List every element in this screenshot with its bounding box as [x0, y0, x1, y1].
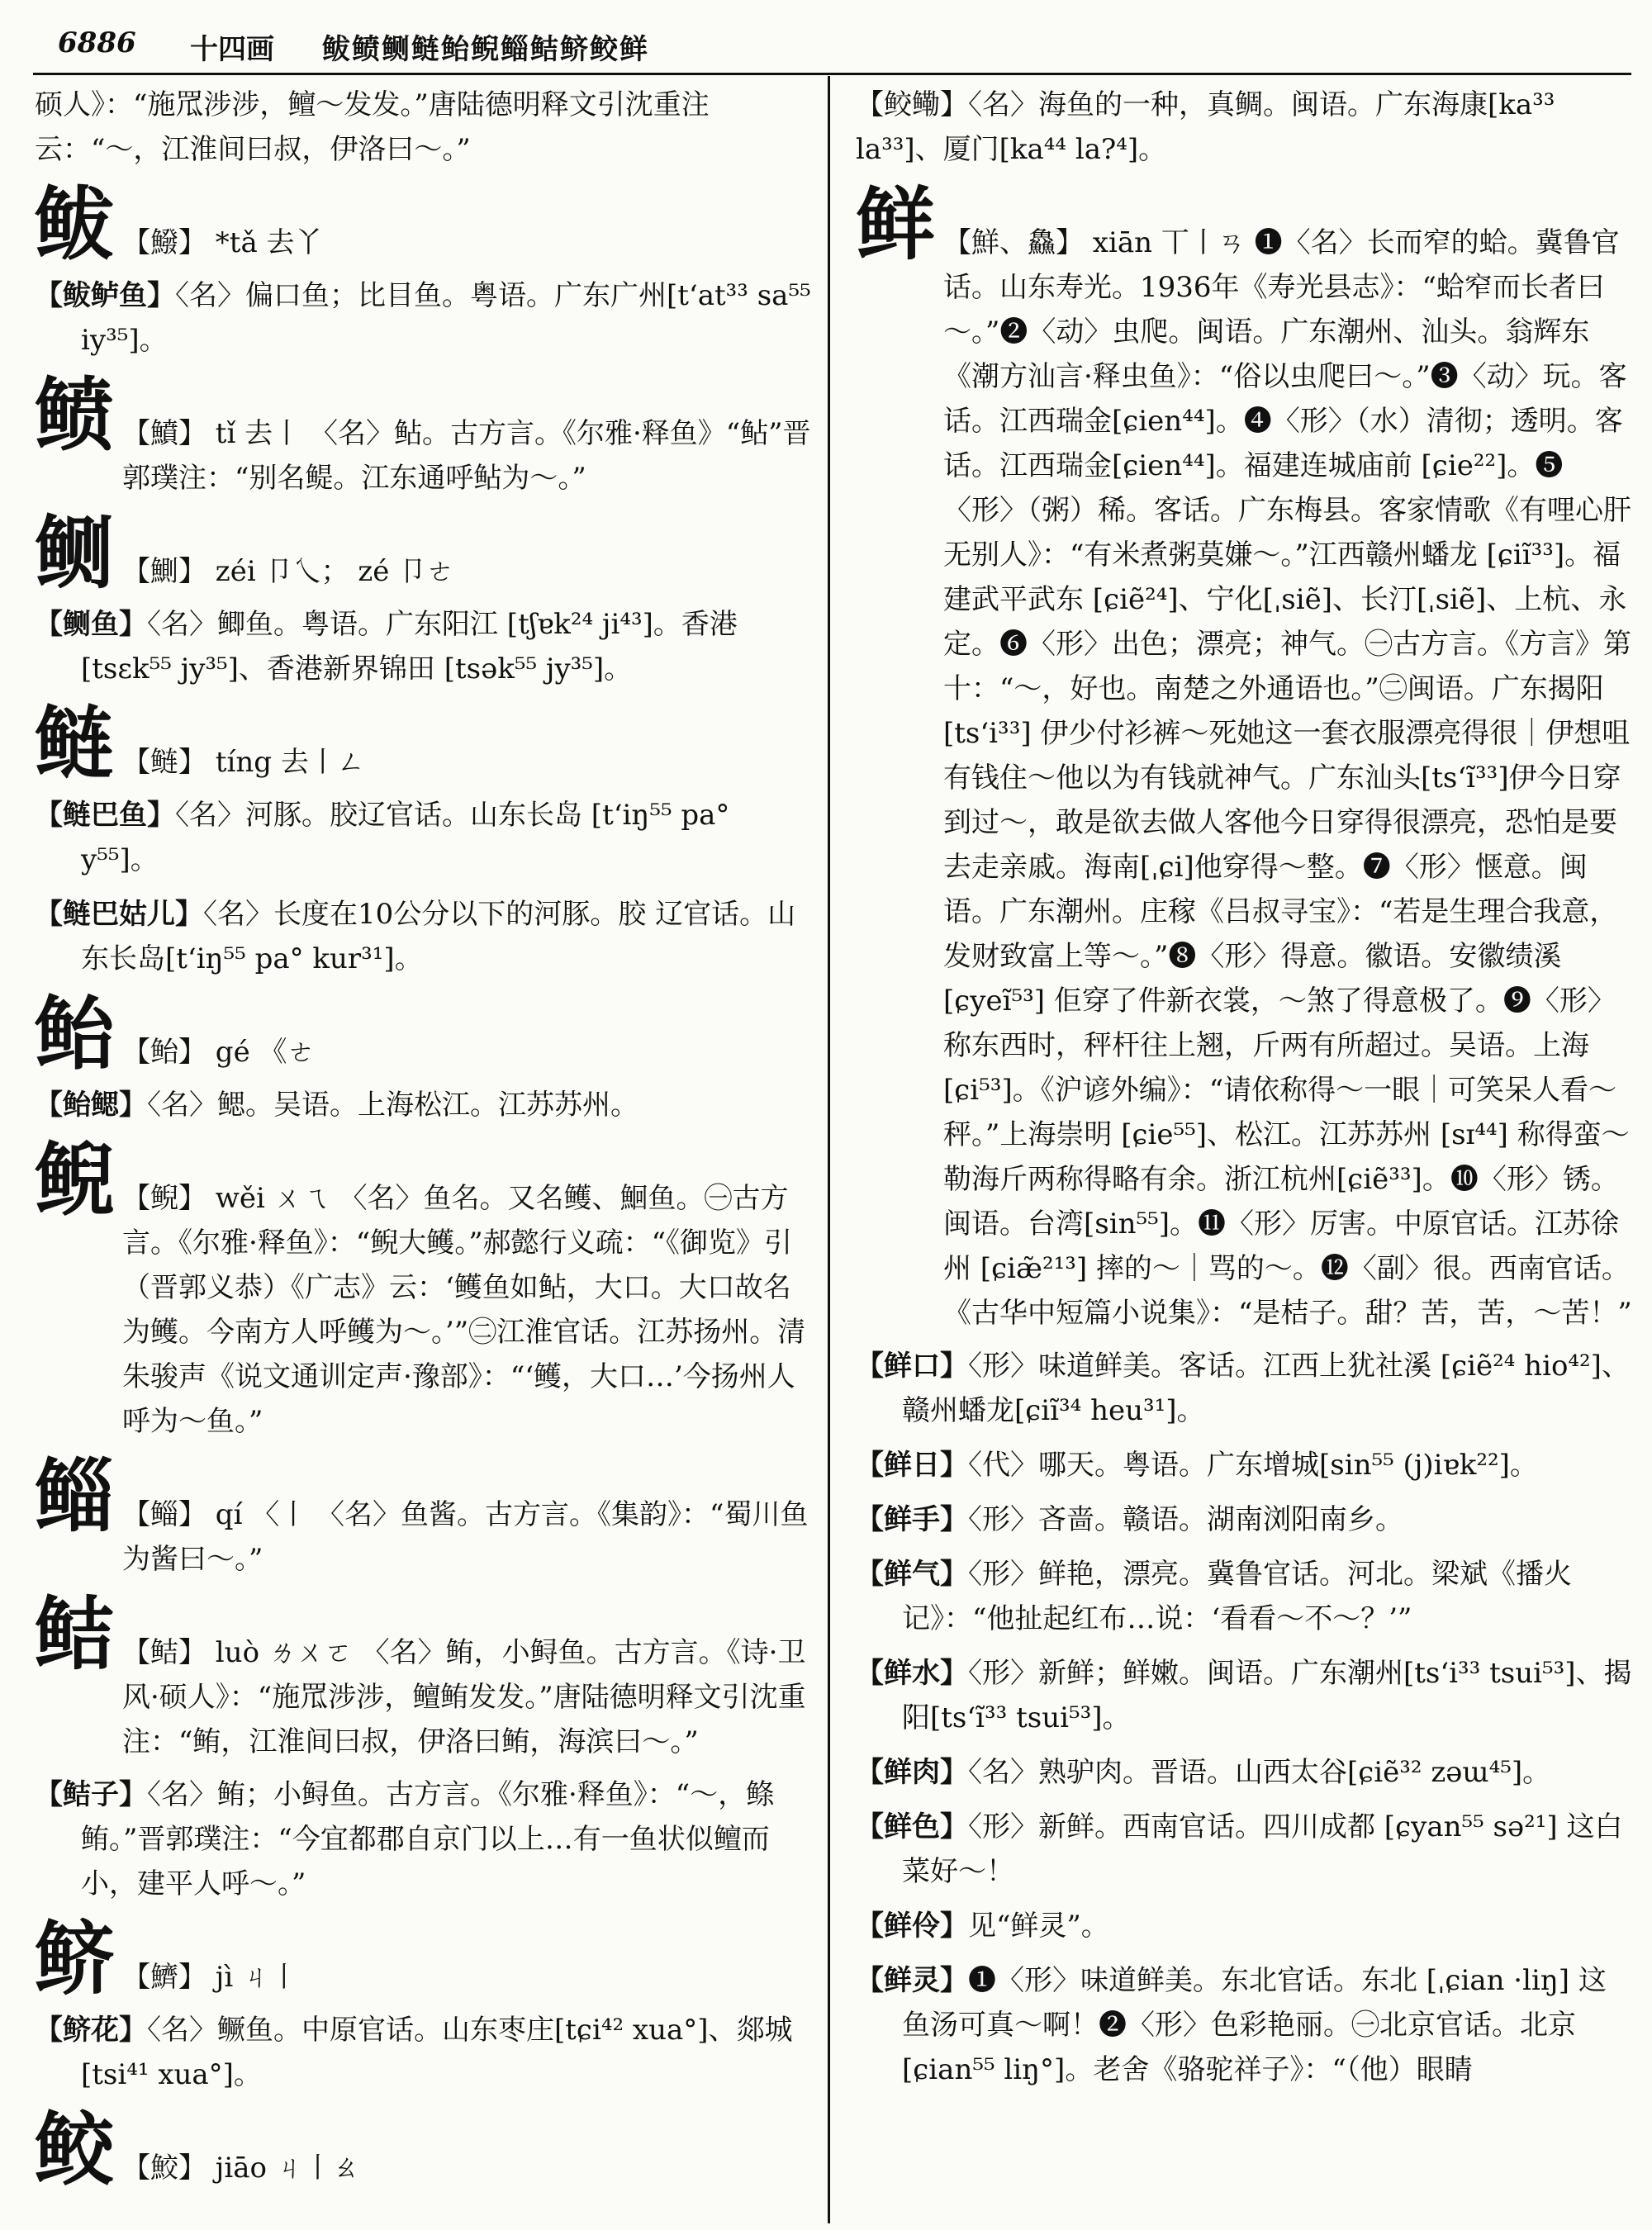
- headword-definition: 【鲒】 luò ㄌㄨㄛ 〈名〉鲔，小鲟鱼。古方言。《诗·卫风·硕人》：“施罛涉涉，鳣鲔发发。”唐陆德明释文引沈重注：“鲔，江淮间曰叔，伊洛曰鲔，海滨曰～。”: [122, 1636, 806, 1758]
- sub-entry: [35, 892, 811, 981]
- sub-entry-term: 【鲜口】: [856, 1350, 968, 1383]
- head-entry: [35, 2103, 811, 2196]
- sub-entry-definition: 〈形〉新鲜。西南官话。四川成都 [ɕyan⁵⁵ sə²¹] 这白菜好～！: [902, 1810, 1623, 1888]
- headword: 鲐: [35, 987, 114, 1080]
- sub-entry: [856, 1552, 1632, 1641]
- sub-entry: [856, 1344, 1632, 1433]
- headword-definition: 【鲢】 tíng 去丨ㄥ: [122, 746, 365, 779]
- sub-entry-term: 【鲜灵】: [856, 1964, 968, 1997]
- sub-entry: [856, 1958, 1632, 2092]
- sub-entry: [35, 602, 811, 691]
- headword-definition: 【鱭】 jì ㄐ丨: [122, 1961, 299, 1994]
- sub-entry-term: 【鲜肉】: [856, 1756, 968, 1789]
- sub-entry-definition: 〈名〉鳃。吴语。上海松江。江苏苏州。: [147, 1089, 638, 1122]
- continued-text: 硕人》：“施罛涉涉，鳣～发发。”唐陆德明释文引沈重注云：“～，江淮间曰叔，伊洛曰～。”: [35, 88, 710, 166]
- sub-entry-term: 【鲜色】: [856, 1810, 968, 1843]
- sub-entry-term: 【鲜气】: [856, 1558, 968, 1591]
- sub-entry-term: 【鲜伶】: [856, 1910, 968, 1943]
- sub-entry-definition: 〈名〉偏口鱼；比目鱼。粤语。广东广州[tʻat³³ sa⁵⁵ iy³⁵]。: [81, 279, 811, 357]
- sub-entry-term: 【鲅鲈鱼】: [35, 279, 175, 312]
- entry-list: [856, 178, 1632, 2092]
- headword-definition: 【鲐】 gé 《ㄜ: [122, 1036, 316, 1069]
- sub-entry-definition: 〈形〉吝啬。赣语。湖南浏阳南乡。: [968, 1503, 1403, 1536]
- sub-entry-term: 【鲜日】: [856, 1449, 968, 1482]
- sub-entry-definition: 〈代〉哪天。粤语。广东增城[sin⁵⁵ (j)iɐk²²]。: [968, 1449, 1538, 1482]
- headword: 鲵: [35, 1133, 114, 1226]
- sub-entry: [856, 1443, 1632, 1487]
- sub-entry: [35, 2008, 811, 2097]
- headword: 鲜: [856, 178, 935, 271]
- sub-entry-term: 【鲢巴鱼】: [35, 799, 175, 832]
- headword: 鲢: [35, 697, 114, 790]
- headword-definition: 【鰂】 zéi 卩乀； zé 卩ㄜ: [122, 555, 455, 588]
- sub-entry-definition: 〈名〉长度在10公分以下的河豚。胶 辽官话。山东长岛[tʻiŋ⁵⁵ pa° kur³¹]。: [81, 898, 796, 975]
- headword: 鲒: [35, 1587, 114, 1681]
- headword: 鲚: [35, 1912, 114, 2005]
- headword-definition: 【鮮、鱻】 xiān 丅丨ㄢ ❶〈名〉长而窄的蛤。冀鲁官话。山东寿光。1936年《寿光县志》：“蛤窄而长者曰～。”❷〈动〉虫爬。闽语。广东潮州、汕头。翁辉东《潮方汕言·释虫鱼》：“俗以虫爬曰～。”❸〈动〉玩。客话。江西瑞金[ɕien⁴⁴]。❹〈形〉（水）清彻；透明。客话。江西瑞金[ɕien⁴⁴]。福建连城庙前 [ɕie²²]。❺〈形〉（粥）稀。客话。广东梅县。客家情歌《有哩心肝无别人》：“有米煮粥莫嫌～。”江西赣州蟠龙 [ɕiĩ³³]。福建武平武东 [ɕiẽ²⁴]、宁化[ˌsiẽ]、长汀[ˌsiẽ]、上杭、永定。❻〈形〉出色；漂亮；神气。㊀古方言。《方言》第十：“～，好也。南楚之外通语也。”㊁闽语。广东揭阳[tsʻi³³] 伊少付衫裤～死她这一套衣服漂亮得很｜伊想咀有钱住～他以为有钱就神气。广东汕头[tsʻĩ³³]伊今日穿到过～，敢是欲去做人客他今日穿得很漂亮，恐怕是要去走亲戚。海南[ˌɕi]他穿得～整。❼〈形〉惬意。闽语。广东潮州。庄稼《吕叔寻宝》：“若是生理合我意，发财致富上等～。”❽〈形〉得意。徽语。安徽绩溪 [ɕyeĩ⁵³] 佢穿了件新衣裳，～煞了得意极了。❾〈形〉称东西时，秤杆往上翘，斤两有所超过。吴语。上海[ɕi⁵³]。《沪谚外编》：“请依称得～一眼｜可笑呆人看～秤。”上海崇明 [ɕie⁵⁵]、松江。江苏苏州 [sɪ⁴⁴] 称得蛮～勒海斤两称得略有余。浙江杭州[ɕiẽ³³]。❿〈形〉锈。闽语。台湾[sin⁵⁵]。⓫〈形〉厉害。中原官话。江苏徐州 [ɕiæ̃²¹³] 摔的～｜骂的～。⓬〈副〉很。西南官话。《古华中短篇小说集》：“是桔子。甜？苦，苦，～苦！”: [943, 226, 1632, 1330]
- sub-entry-term: 【鲜手】: [856, 1503, 968, 1536]
- sub-entry: [856, 1651, 1632, 1740]
- headword-definition: 【鱝】 tǐ 去丨 〈名〉鲇。古方言。《尔雅·释鱼》“鲇”晋郭璞注：“别名鳀。江东通呼鲇为～。”: [122, 417, 811, 495]
- headword: 鲛: [35, 2103, 114, 2196]
- sub-entry-term: 【鲢巴姑儿】: [35, 898, 203, 931]
- sub-entry-definition: 〈名〉鲫鱼。粤语。广东阳江 [tʃɐk²⁴ ji⁴³]。香港[tsɛk⁵⁵ jy³⁵]、香港新界锦田 [tsək⁵⁵ jy³⁵]。: [81, 608, 738, 686]
- head-entry: [35, 987, 811, 1080]
- sub-entry-term: 【鲗鱼】: [35, 608, 147, 641]
- head-entry: [35, 178, 811, 271]
- continued-text: 【鲛鳓】〈名〉海鱼的一种，真鲷。闽语。广东海康[ka³³ la³³]、厦门[ka⁴⁴ la?⁴]。: [856, 88, 1555, 166]
- head-entry: [35, 1133, 811, 1444]
- headword: 鲅: [35, 178, 114, 271]
- headword: 鲼: [35, 368, 114, 462]
- head-entry: [35, 1450, 811, 1582]
- sub-entry-definition: 〈形〉新鲜；鲜嫩。闽语。广东潮州[tsʻi³³ tsui⁵³]、揭阳[tsʻĩ³³ tsui⁵³]。: [902, 1657, 1632, 1734]
- right-column: [856, 83, 1632, 2102]
- headword: 鲻: [35, 1450, 114, 1543]
- sub-entry-definition: 〈名〉鲔；小鲟鱼。古方言。《尔雅·释鱼》：“～，鲦鲔。”晋郭璞注：“今宜都郡自京门以上…有一鱼状似鳣而小，建平人呼～。”: [81, 1778, 775, 1900]
- page-number: 6886: [58, 26, 136, 59]
- section-title: 十四画: [190, 33, 274, 66]
- sub-entry: [856, 1805, 1632, 1894]
- sub-entry-definition: 〈形〉鲜艳，漂亮。冀鲁官话。河北。梁斌《播火记》：“他扯起红布…说：‘看看～不～？’”: [902, 1558, 1572, 1635]
- sub-entry-term: 【鲜水】: [856, 1657, 968, 1690]
- sub-entry-term: 【鲐鳃】: [35, 1089, 147, 1122]
- head-entry: [35, 368, 811, 501]
- sub-entry: [35, 1772, 811, 1906]
- sub-entry-definition: 〈名〉鳜鱼。中原官话。山东枣庄[tɕi⁴² xua°]、郯城[tsi⁴¹ xua°]。: [81, 2014, 793, 2091]
- headword-definition: 【鮫】 jiāo ㄐ丨ㄠ: [122, 2152, 360, 2185]
- header-characters: 鲅鲼鲗鲢鲐鲵鲻鲒鲚鲛鲜: [322, 33, 649, 66]
- column-divider: [828, 76, 830, 2223]
- headword-definition: 【鲻】 qí 〈丨 〈名〉鱼酱。古方言。《集韵》：“蜀川鱼为酱曰～。”: [122, 1498, 809, 1576]
- sub-entry: [35, 1083, 811, 1127]
- sub-entry-definition: 见“鲜灵”。: [968, 1910, 1109, 1943]
- sub-entry: [856, 1497, 1632, 1542]
- header-rule: [33, 73, 1631, 75]
- head-entry: [35, 697, 811, 790]
- sub-entry-definition: ❶〈形〉味道鲜美。东北官话。东北 [ˌɕian ·liŋ] 这鱼汤可真～啊！❷〈形〉色彩艳丽。㊀北京官话。北京[ɕian⁵⁵ liŋ°]。老舍《骆驼祥子》：“（他）眼睛: [902, 1964, 1607, 2086]
- head-entry: [856, 178, 1632, 1336]
- headword-definition: 【鱍】 *tǎ 去丫: [122, 226, 323, 259]
- sub-entry: [856, 1750, 1632, 1795]
- sub-entry-definition: 〈形〉味道鲜美。客话。江西上犹社溪 [ɕiẽ²⁴ hio⁴²]、赣州蟠龙[ɕiĩ³⁴ heu³¹]。: [902, 1350, 1630, 1427]
- headword: 鲗: [35, 506, 114, 600]
- sub-entry-definition: 〈名〉熟驴肉。晋语。山西太谷[ɕiẽ³² zəɯ⁴⁵]。: [968, 1756, 1551, 1789]
- sub-entry-definition: 〈名〉河豚。胶辽官话。山东长岛 [tʻiŋ⁵⁵ pa° y⁵⁵]。: [81, 799, 730, 876]
- head-entry: [35, 1912, 811, 2005]
- head-entry: [35, 1587, 811, 1764]
- page-header: [58, 18, 1627, 76]
- headword-definition: 【鲵】 wěi ㄨㄟ 〈名〉鱼名。又名鳠、鮰鱼。㊀古方言。《尔雅·释鱼》：“鲵大鳠。”郝懿行义疏：“《御览》引（晋郭义恭）《广志》云：‘鳠鱼如鲇，大口。大口故名为鳠。今南方人呼鳠为～。’”㊁江淮官话。江苏扬州。清朱骏声《说文通训定声·豫部》：“‘鳠，大口…’今扬州人呼为～鱼。”: [122, 1182, 806, 1438]
- sub-entry: [35, 273, 811, 363]
- sub-entry-term: 【鲚花】: [35, 2014, 147, 2047]
- entry-list: [35, 178, 811, 2196]
- left-column: [35, 83, 811, 2199]
- head-entry: [35, 506, 811, 600]
- sub-entry: [856, 1904, 1632, 1948]
- sub-entry-term: 【鲒子】: [35, 1778, 147, 1811]
- sub-entry: [35, 793, 811, 882]
